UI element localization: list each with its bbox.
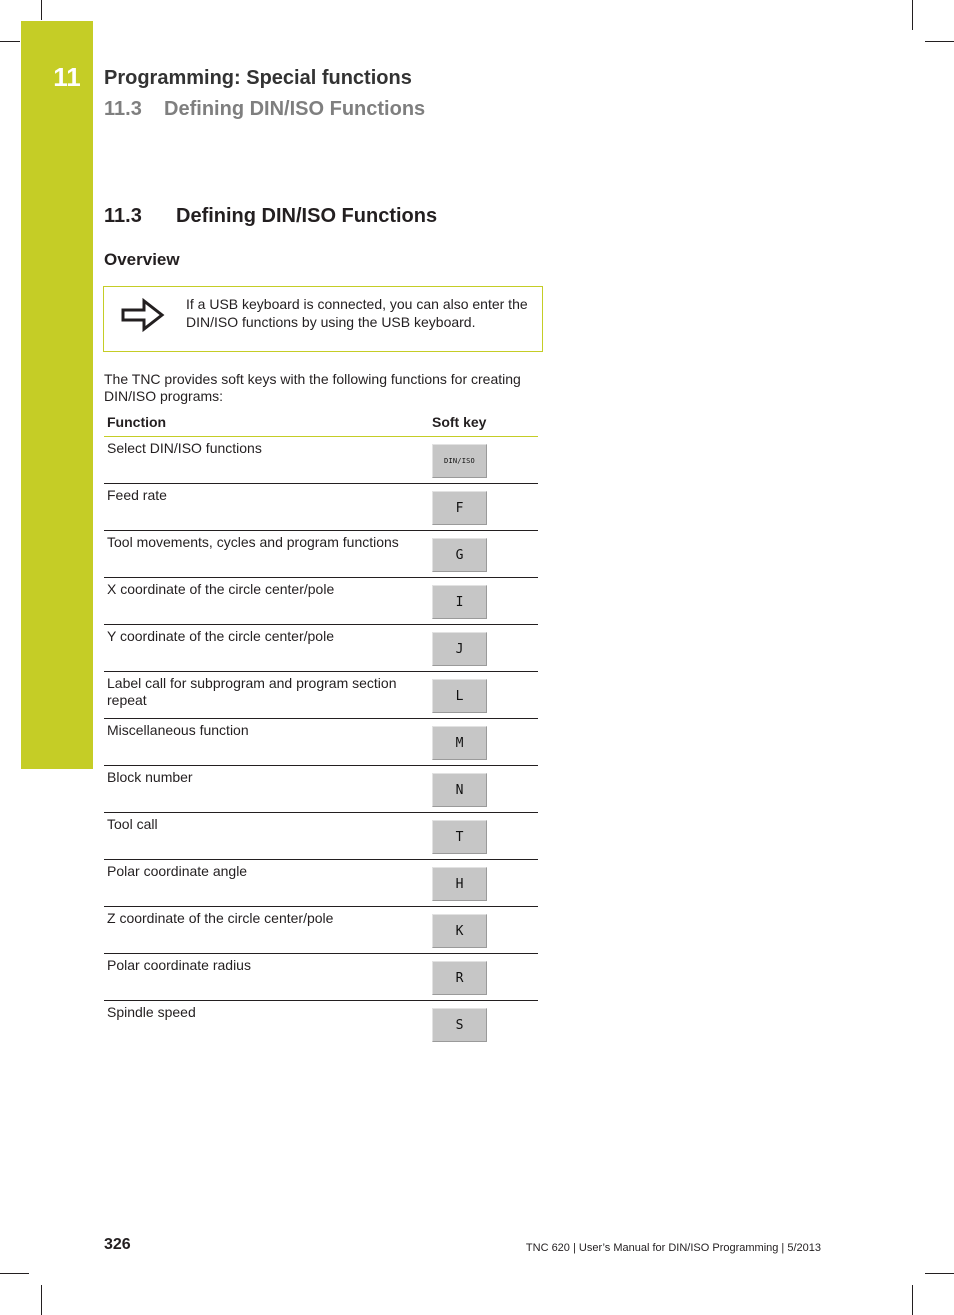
table-row [104, 813, 538, 860]
footer-text: TNC 620 | User’s Manual for DIN/ISO Programming | 5/2013 [525, 1242, 821, 1254]
function-label: Polar coordinate angle [107, 863, 248, 879]
section-number: 11.3 [104, 205, 142, 227]
crop-mark [41, 0, 42, 20]
crop-mark [912, 0, 913, 30]
section-title: Defining DIN/ISO Functions [176, 205, 438, 227]
crop-mark [912, 1285, 913, 1315]
crop-mark [41, 1285, 42, 1315]
softkey-button: N [432, 773, 487, 807]
softkey-button: L [432, 679, 487, 713]
chapter-tab [21, 21, 93, 769]
table-row [104, 672, 538, 719]
table-row [104, 860, 538, 907]
function-label: Spindle speed [107, 1004, 196, 1020]
table-body [104, 437, 538, 1047]
table-row [104, 1001, 538, 1047]
softkey-button: H [432, 867, 487, 901]
table-row [104, 437, 538, 484]
function-label: Block number [107, 769, 193, 785]
table-row [104, 531, 538, 578]
softkey-button: J [432, 632, 487, 666]
function-label: Feed rate [107, 487, 167, 503]
function-label: Polar coordinate radius [107, 957, 251, 973]
running-header-subtitle: 11.3 Defining DIN/ISO Functions [104, 98, 426, 120]
overview-heading: Overview [104, 250, 180, 269]
softkey-button: I [432, 585, 487, 619]
table-row [104, 954, 538, 1001]
softkey-table [104, 411, 538, 1047]
function-label: Label call for subprogram and program section repeat [107, 675, 397, 708]
softkey-button: S [432, 1008, 487, 1042]
header-softkey: Soft key [432, 414, 487, 430]
crop-mark [925, 41, 954, 42]
function-label: X coordinate of the circle center/pole [107, 581, 335, 597]
function-label: Select DIN/ISO functions [107, 440, 262, 456]
crop-mark [925, 1273, 954, 1274]
function-label: Tool movements, cycles and program functions [107, 534, 399, 550]
table-row [104, 719, 538, 766]
intro-paragraph: The TNC provides soft keys with the following functions for creating DIN/ISO programs: [104, 371, 521, 404]
softkey-button: K [432, 914, 487, 948]
table-header [104, 411, 538, 437]
softkey-button: M [432, 726, 487, 760]
section-heading [104, 205, 437, 228]
table-row [104, 907, 538, 954]
softkey-button: T [432, 820, 487, 854]
softkey-button: F [432, 491, 487, 525]
softkey-button: R [432, 961, 487, 995]
table-row [104, 484, 538, 531]
table-row [104, 625, 538, 672]
function-label: Y coordinate of the circle center/pole [107, 628, 334, 644]
table-row [104, 766, 538, 813]
table-row [104, 578, 538, 625]
softkey-button: DIN/ISO [432, 444, 487, 478]
note-box [103, 286, 543, 352]
function-label: Z coordinate of the circle center/pole [107, 910, 334, 926]
function-label: Tool call [107, 816, 158, 832]
running-header-title: Programming: Special functions [104, 67, 412, 89]
crop-mark [0, 1273, 29, 1274]
page-number: 326 [104, 1236, 131, 1253]
note-text: If a USB keyboard is connected, you can also enter the DIN/ISO functions by using the USB keyboard. [186, 296, 528, 330]
softkey-button: G [432, 538, 487, 572]
crop-mark [0, 41, 20, 42]
chapter-number: 11 [53, 62, 81, 92]
arrow-right-icon [120, 296, 166, 334]
function-label: Miscellaneous function [107, 722, 249, 738]
header-function: Function [107, 414, 167, 430]
